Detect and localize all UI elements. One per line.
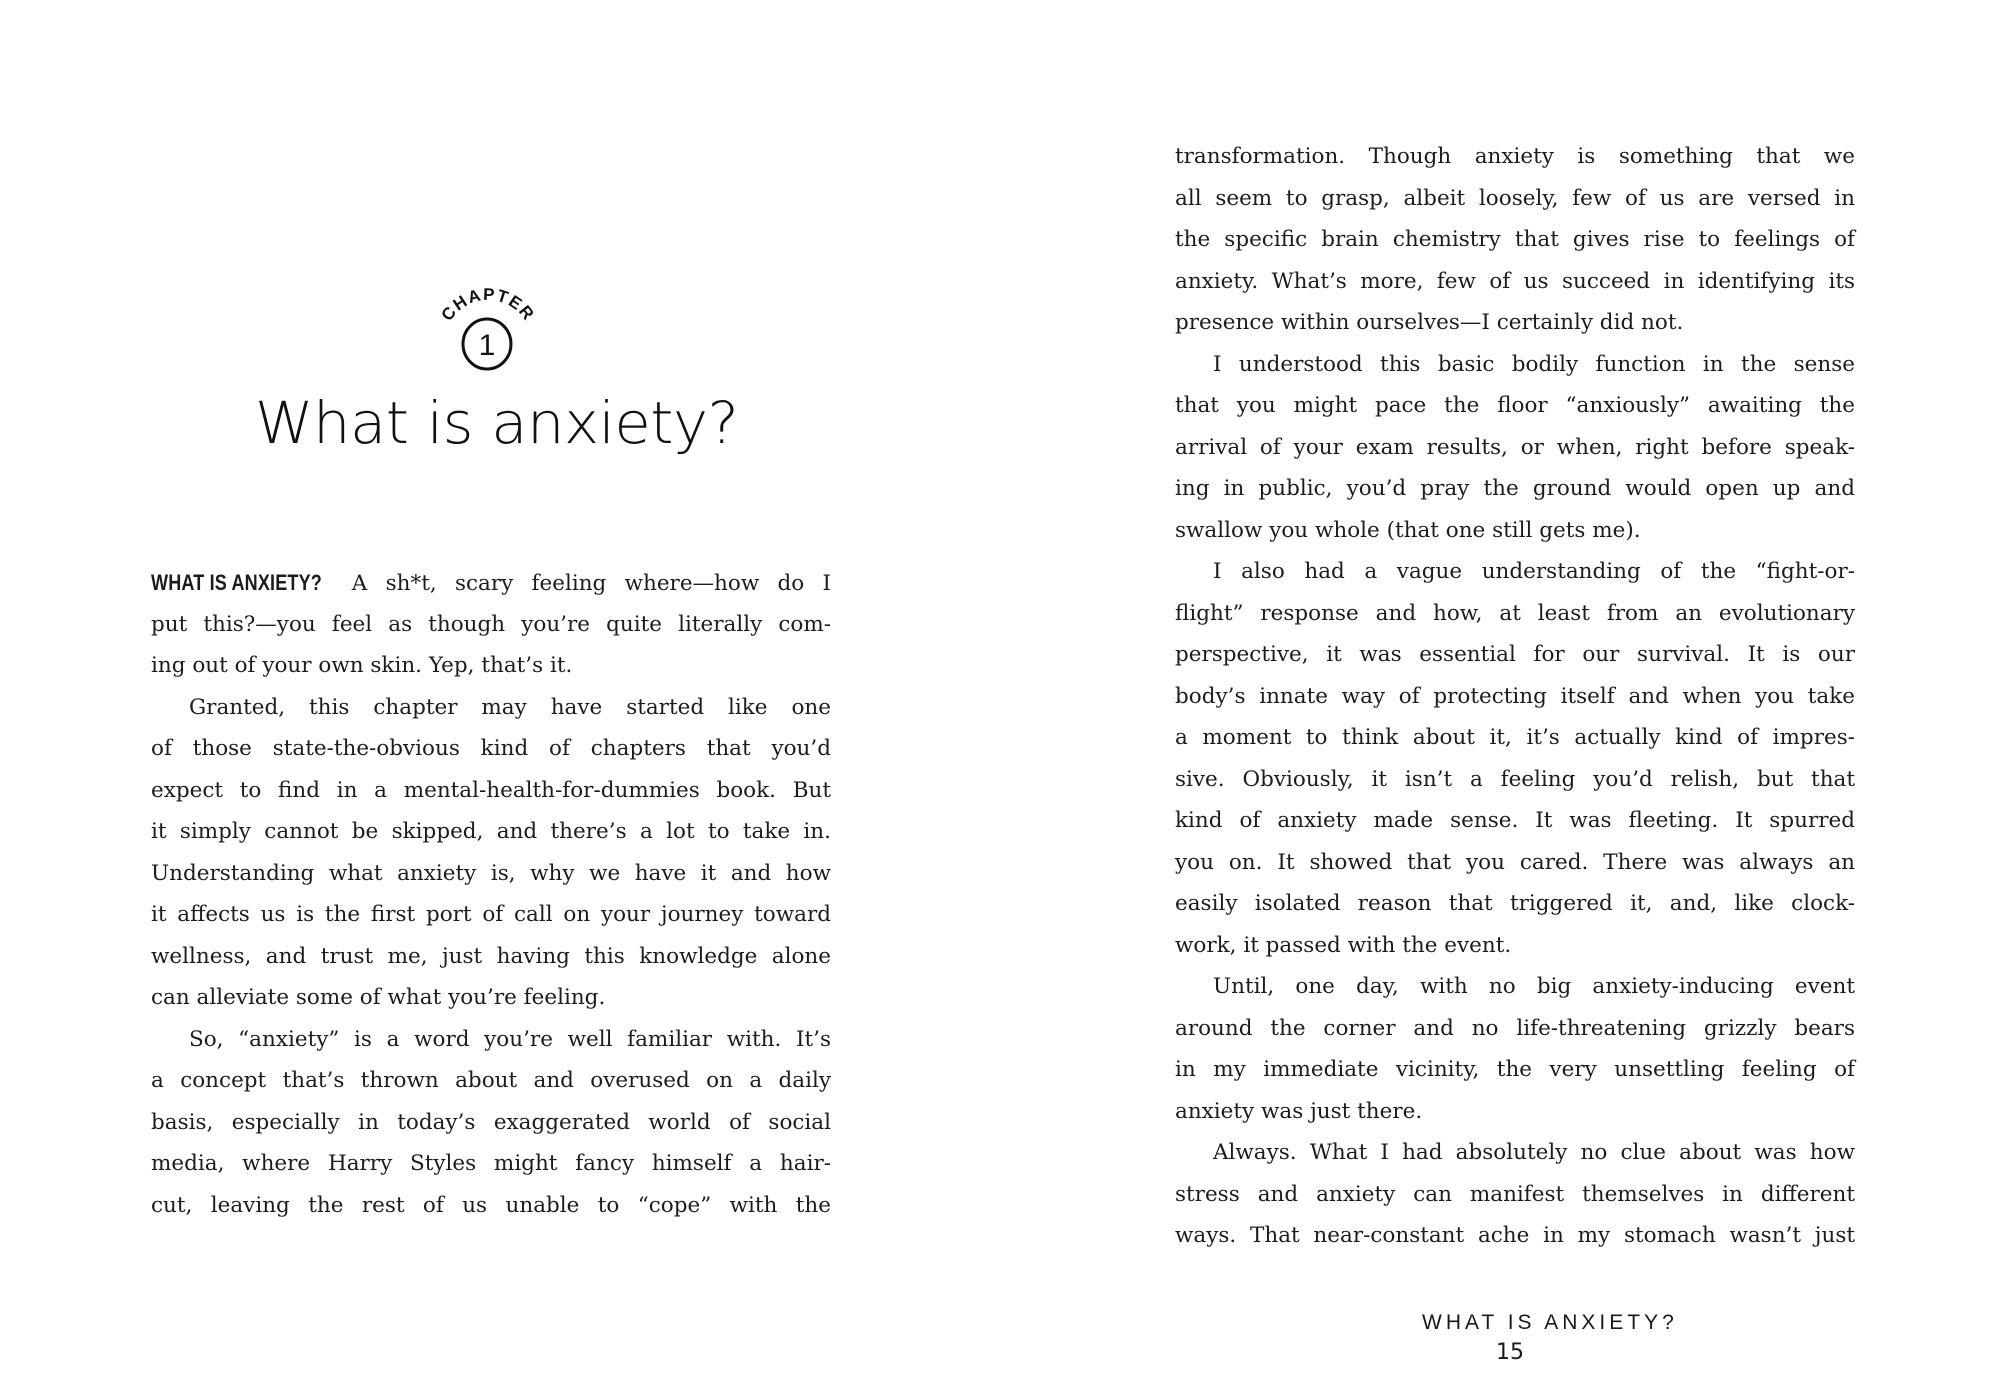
text-line-content: presence within ourselves—I certainly did not. [1175,310,1684,335]
text-line-content: cut, leaving the rest of us unable to “cope” with the [151,1192,831,1218]
text-line [1175,759,1855,801]
text-line-content: So, “anxiety” is a word you’re well familiar with. It’s [189,1026,831,1052]
text-line-content: put this?—you feel as though you’re quite literally com- [151,611,831,637]
text-line [1175,385,1855,427]
text-line-content: anxiety was just there. [1175,1098,1423,1124]
run-in-heading: WHAT IS ANXIETY? [151,570,322,595]
text-line [1175,1174,1855,1216]
text-line [151,728,831,770]
text-line [151,936,831,978]
text-line-content: sive. Obviously, it isn’t a feeling you’d relish, but that [1175,766,1855,792]
text-line-content: easily isolated reason that triggered it, and, like clock- [1175,891,1855,916]
text-line [1175,800,1855,842]
text-line-content: flight” response and how, at least from an evolutionary [1175,600,1855,626]
text-line-content: around the corner and no life-threatening grizzly bears [1175,1015,1855,1041]
text-line-content: it affects us is the first port of call on your journey toward [151,902,831,927]
text-line [1175,1132,1855,1174]
running-head: WHAT IS ANXIETY? [1422,1311,1678,1334]
text-line-content: Until, one day, with no big anxiety-inducing event [1213,974,1855,999]
text-line-content: the specific brain chemistry that gives rise to feelings of [1175,227,1855,252]
text-line [1175,634,1855,676]
chapter-badge-icon [432,282,542,374]
text-line [151,562,831,604]
text-line-content: I understood this basic bodily function in the sense [1213,351,1855,377]
text-line-content: body’s innate way of protecting itself and when you take [1175,683,1855,709]
text-line-content: swallow you whole (that one still gets me). [1175,517,1641,543]
text-line [1175,676,1855,718]
text-line-content: of those state-the-obvious kind of chapters that you’d [151,736,831,761]
text-line [1175,427,1855,469]
text-line [1175,551,1855,593]
chapter-title: What is anxiety? [255,389,739,457]
text-line [151,770,831,812]
text-line-content: it simply cannot be skipped, and there’s a lot to take in. [151,819,831,844]
text-line-content: Understanding what anxiety is, why we have it and how [151,860,831,886]
text-line [151,1185,831,1227]
text-line-content: basis, especially in today’s exaggerated world of social [151,1109,831,1135]
text-line-content: stress and anxiety can manifest themselves in different [1175,1181,1855,1207]
text-line-content: kind of anxiety made sense. It was fleeting. It spurred [1175,808,1855,833]
text-line-content: work, it passed with the event. [1175,932,1512,958]
text-line [151,1019,831,1061]
text-line [1175,883,1855,925]
text-line-content: Granted, this chapter may have started like one [189,694,831,720]
text-line [1175,261,1855,303]
text-line [151,687,831,729]
text-line-content: a moment to think about it, it’s actually kind of impres- [1175,725,1855,750]
text-line [1175,1049,1855,1091]
text-line-content: perspective, it was essential for our survival. It is our [1175,642,1855,667]
text-line [151,1143,831,1185]
text-line [151,977,831,1019]
text-line [1175,717,1855,759]
chapter-word: CHAPTER [437,284,539,325]
text-line [1175,510,1855,552]
text-line-content: ing in public, you’d pray the ground would open up and [1175,476,1855,501]
text-line [151,1102,831,1144]
text-line [1175,178,1855,220]
text-line [151,853,831,895]
text-line-content: expect to find in a mental-health-for-dummies book. But [151,777,831,803]
text-line [1175,344,1855,386]
text-line [1175,593,1855,635]
text-line-content: a concept that’s thrown about and overused on a daily [151,1068,831,1093]
text-line [1175,468,1855,510]
text-line [151,894,831,936]
text-line [151,1060,831,1102]
text-line-content: Always. What I had absolutely no clue about was how [1213,1140,1855,1165]
text-line-content: I also had a vague understanding of the “fight-or- [1213,559,1855,584]
text-line [151,811,831,853]
page-number: 15 [1496,1340,1524,1365]
text-line [1175,925,1855,967]
text-line [1175,1091,1855,1133]
text-line [1175,136,1855,178]
text-line [151,645,831,687]
text-line-content: ing out of your own skin. Yep, that’s it. [151,653,573,678]
right-page [1000,0,2000,1400]
text-line [1175,1215,1855,1257]
text-line [1175,302,1855,344]
text-line-content: wellness, and trust me, just having this knowledge alone [151,943,831,969]
text-line-content: media, where Harry Styles might fancy himself a hair- [151,1151,831,1176]
text-line-content: ways. That near-constant ache in my stomach wasn’t just [1175,1223,1855,1248]
left-page-body [151,562,831,1226]
text-line-content: anxiety. What’s more, few of us succeed in identifying its [1175,268,1855,294]
text-line-content: arrival of your exam results, or when, right before speak- [1175,434,1855,460]
text-line [151,604,831,646]
text-line [1175,219,1855,261]
text-line [1175,1008,1855,1050]
text-line-content: you on. It showed that you cared. There was always an [1175,849,1855,875]
text-line [1175,966,1855,1008]
text-line-content: transformation. Though anxiety is something that we [1175,144,1855,169]
text-line [1175,842,1855,884]
text-line-content: all seem to grasp, albeit loosely, few of us are versed in [1175,185,1855,211]
text-line-content: that you might pace the floor “anxiously” awaiting the [1175,393,1855,418]
text-line-content: can alleviate some of what you’re feeling. [151,985,606,1010]
text-line-content: in my immediate vicinity, the very unsettling feeling of [1175,1057,1855,1082]
right-page-body [1175,136,1855,1257]
text-line-content: WHAT IS ANXIETY? A sh*t, scary feeling where—how do I [151,562,831,605]
chapter-number: 1 [478,329,496,362]
